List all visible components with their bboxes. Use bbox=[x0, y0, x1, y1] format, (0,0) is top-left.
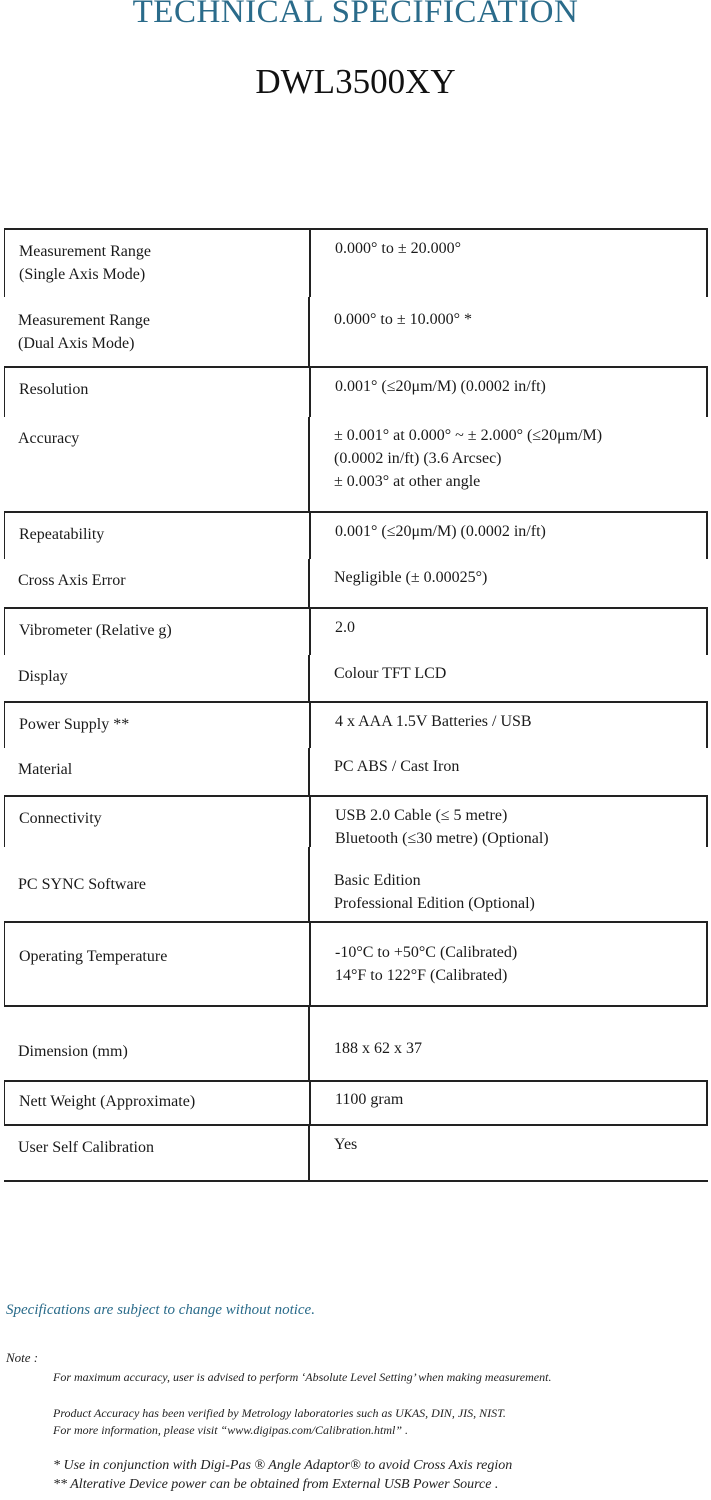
spec-label: Material bbox=[4, 748, 310, 795]
spec-row-vibrometer bbox=[4, 607, 708, 655]
spec-row-pc-sync-software bbox=[4, 847, 708, 921]
spec-row-dimension bbox=[4, 1005, 708, 1080]
spec-row-cross-axis-error bbox=[4, 559, 708, 607]
spec-value: 0.000° to ± 20.000° bbox=[335, 240, 462, 257]
spec-row-user-self-calibration bbox=[4, 1124, 708, 1182]
spec-row-power-supply bbox=[4, 701, 708, 748]
spec-row-display bbox=[4, 655, 708, 701]
spec-label: Operating Temperature bbox=[5, 923, 311, 1005]
note-angle-adaptor: * Use in conjunction with Digi-Pas ® Angle Adaptor® to avoid Cross Axis region bbox=[53, 1458, 513, 1473]
spec-value: 1100 gram bbox=[335, 1091, 404, 1108]
spec-value: 0.001° (≤20μm/M) (0.0002 in/ft) bbox=[335, 378, 546, 395]
note-verified: Product Accuracy has been verified by Metrology laboratories such as UKAS, DIN, JIS, NIST. bbox=[53, 1406, 506, 1420]
spec-table bbox=[4, 228, 708, 1182]
note-label: Note : bbox=[6, 1350, 39, 1365]
spec-label: Repeatability bbox=[5, 513, 311, 559]
spec-value: Colour TFT LCD bbox=[334, 665, 447, 682]
spec-value: -10°C to +50°C (Calibrated) 14°F to 122°F (Calibrated) bbox=[335, 944, 518, 984]
spec-value: 0.001° (≤20μm/M) (0.0002 in/ft) bbox=[335, 523, 546, 540]
spec-row-material bbox=[4, 748, 708, 795]
spec-label: Measurement Range (Dual Axis Mode) bbox=[4, 297, 310, 366]
spec-label: Cross Axis Error bbox=[4, 559, 310, 607]
spec-row-operating-temperature bbox=[4, 921, 708, 1005]
spec-label: Resolution bbox=[5, 368, 311, 417]
model-name: DWL3500XY bbox=[255, 62, 456, 101]
spec-label: Power Supply ** bbox=[5, 703, 311, 748]
note-info: For more information, please visit “www.digipas.com/Calibration.html” . bbox=[53, 1423, 409, 1437]
spec-label: User Self Calibration bbox=[4, 1126, 310, 1180]
spec-row-connectivity bbox=[4, 795, 708, 847]
note-usb-power: ** Alterative Device power can be obtained from External USB Power Source . bbox=[53, 1477, 499, 1492]
spec-value: Yes bbox=[334, 1136, 358, 1153]
note-accuracy: For maximum accuracy, user is advised to perform ‘Absolute Level Setting’ when making measurement. bbox=[53, 1370, 552, 1384]
spec-label: Nett Weight (Approximate) bbox=[5, 1082, 311, 1124]
spec-value: 4 x AAA 1.5V Batteries / USB bbox=[335, 713, 532, 730]
spec-row-accuracy bbox=[4, 417, 708, 511]
spec-value: ± 0.001° at 0.000° ~ ± 2.000° (≤20μm/M) (0.0002 in/ft) (3.6 Arcsec) ± 0.003° at other angle bbox=[334, 427, 603, 490]
spec-label: Connectivity bbox=[5, 797, 311, 847]
spec-label: Display bbox=[4, 655, 310, 701]
spec-row-nett-weight bbox=[4, 1080, 708, 1124]
spec-value: 2.0 bbox=[335, 619, 355, 636]
spec-label: Accuracy bbox=[4, 417, 310, 511]
spec-row-measurement-range-dual bbox=[4, 297, 708, 366]
spec-label: Dimension (mm) bbox=[4, 1007, 310, 1080]
specification-notice: Specifications are subject to change without notice. bbox=[6, 1302, 315, 1318]
spec-value: USB 2.0 Cable (≤ 5 metre) Bluetooth (≤30 metre) (Optional) bbox=[335, 807, 549, 847]
spec-value: Negligible (± 0.00025°) bbox=[334, 569, 488, 586]
page-title: TECHNICAL SPECIFICATION bbox=[132, 0, 579, 30]
spec-row-measurement-range-single bbox=[4, 228, 708, 297]
spec-row-resolution bbox=[4, 366, 708, 417]
spec-label: Measurement Range (Single Axis Mode) bbox=[5, 230, 311, 297]
spec-row-repeatability bbox=[4, 511, 708, 559]
spec-label: PC SYNC Software bbox=[4, 847, 310, 921]
spec-value: 188 x 62 x 37 bbox=[334, 1040, 422, 1057]
spec-value: 0.000° to ± 10.000° * bbox=[334, 311, 473, 328]
spec-value: PC ABS / Cast Iron bbox=[334, 758, 460, 775]
spec-label: Vibrometer (Relative g) bbox=[5, 609, 311, 655]
spec-value: Basic Edition Professional Edition (Optional) bbox=[334, 872, 535, 912]
